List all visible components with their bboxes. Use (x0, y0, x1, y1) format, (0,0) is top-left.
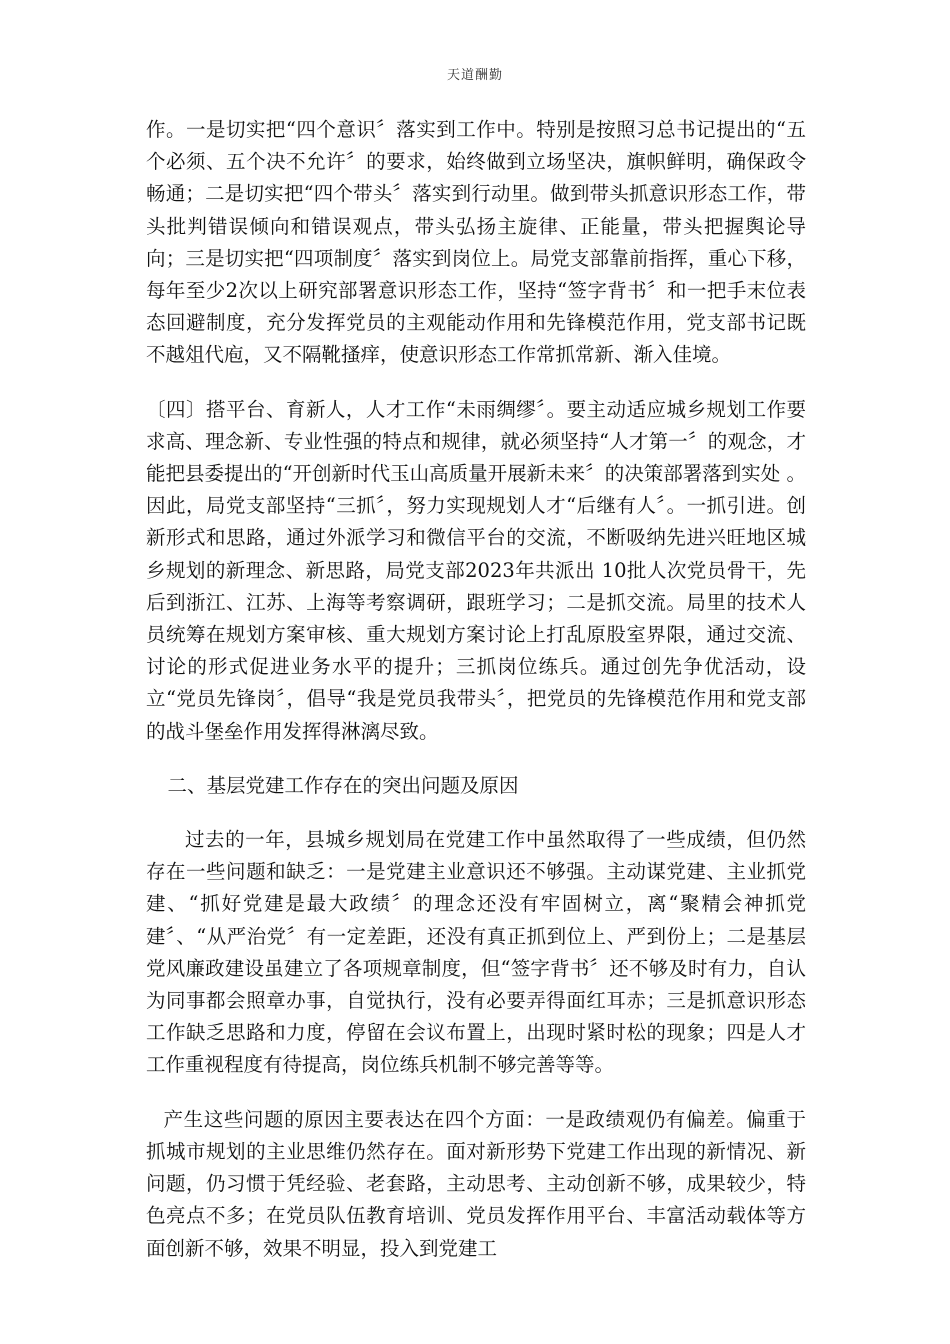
paragraph-gap (146, 802, 806, 824)
paragraph-causes: 产生这些问题的原因主要表达在四个方面：一是政绩观仍有偏差。偏重于抓城市规划的主业思维仍然存在。面对新形势下党建工作出现的新情况、新问题，仍习惯于凭经验、老套路，主动思考、主动创新不够，成果较少，特色亮点不多；在党员队伍教育培训、党员发挥作用平台、丰富活动载体等方面创新不够，效果不明显，投入到党建工 (146, 1107, 806, 1260)
section-heading-problems: 二、基层党建工作存在的突出问题及原因 (167, 773, 519, 797)
paragraph-gap (146, 748, 806, 770)
page-header: 天道酬勤 (446, 68, 503, 83)
paragraph-problems: 过去的一年，县城乡规划局在党建工作中虽然取得了一些成绩，但仍然存在一些问题和缺乏：一是党建主业意识还不够强。主动谋党建、主业抓党建、“抓好党建是最大政绩〞的理念还没有牢固树立，离“聚精会神抓党建〞、“从严治党〞有一定差距，还没有真正抓到位上、严到份上；二是基层党风廉政建设虽建立了各项规章制度，但“签字背书〞还不够及时有力，自认为同事都会照章办事，自觉执行，没有必要弄得面红耳赤；三是抓意识形态工作缺乏思路和力度，停留在会议布置上，出现时紧时松的现象；四是人才工作重视程度有待提高，岗位练兵机制不够完善等等。 (146, 828, 806, 1077)
paragraph-gap (146, 372, 806, 394)
paragraph-ideology-work: 作。一是切实把“四个意识〞落实到工作中。特别是按照习总书记提出的“五个必须、五个决不允许〞的要求，始终做到立场坚决，旗帜鲜明，确保政令畅通；二是切实把“四个带头〞落实到行动里。做到带头抓意识形态工作，带头批判错误倾向和错误观点，带头弘扬主旋律、正能量，带头把握舆论导向；三是切实把“四项制度〞落实到岗位上。局党支部靠前指挥，重心下移，每年至少2次以上研究部署意识形态工作，坚持“签字背书〞和一把手末位表态回避制度，充分发挥党员的主观能动作用和先锋模范作用，党支部书记既不越俎代庖，又不隔靴搔痒，使意识形态工作常抓常新、渐入佳境。 (146, 118, 806, 367)
paragraph-gap (146, 1082, 806, 1104)
paragraph-talent-work: 〔四〕搭平台、育新人，人才工作“未雨绸缪〞。要主动适应城乡规划工作要求高、理念新、专业性强的特点和规律，就必须坚持“人才第一〞的观念，才能把县委提出的“开创新时代玉山高质量开展新未来〞的决策部署落到实处 。因此，局党支部坚持“三抓〞，努力实现规划人才“后继有人〞。一抓引进。创新形式和思路，通过外派学习和微信平台的交流，不断吸纳先进兴旺地区城乡规划的新理念、新思路，局党支部2023年共派出 10批人次党员骨干，先后到浙江、江苏、上海等考察调研，跟班学习；二是抓交流。局里的技术人员统筹在规划方案审核、重大规划方案讨论上打乱原股室界限，通过交流、讨论的形式促进业务水平的提升；三抓岗位练兵。通过创先争优活动，设立“党员先锋岗〞，倡导“我是党员我带头〞，把党员的先锋模范作用和党支部的战斗堡垒作用发挥得淋漓尽致。 (146, 397, 806, 743)
document-body (146, 114, 806, 1265)
